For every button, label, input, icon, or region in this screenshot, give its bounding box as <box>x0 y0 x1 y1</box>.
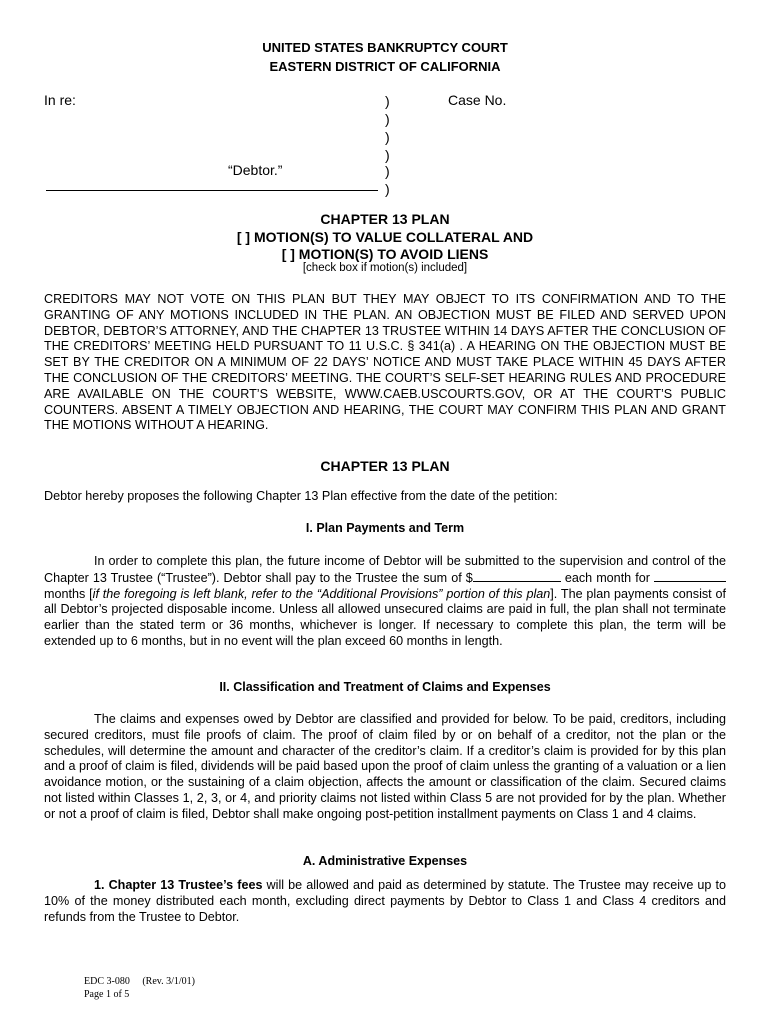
section-1-italic: if the foregoing is left blank, refer to the “Additional Provisions” portion of this plan <box>92 586 551 601</box>
caption-paren: ) <box>385 163 390 179</box>
in-re-label: In re: <box>44 92 76 108</box>
payment-amount-blank[interactable] <box>473 570 561 582</box>
section-1-text-d: ]. The plan payments consist of all Debtor’s projected disposable income. Unless all allowed unsecured claims are paid in full, the plan shall not terminate earlier than the stated term or 36 months, whichever is longer. If necessary to complete this plan, the term will be extended up to 6 months, but in no event will the plan exceed 60 months in length. <box>44 586 727 648</box>
intro-paragraph: Debtor hereby proposes the following Chapter 13 Plan effective from the date of the petition: <box>44 489 558 503</box>
page-footer <box>84 975 195 1001</box>
court-name: UNITED STATES BANKRUPTCY COURT <box>262 40 508 55</box>
months-blank[interactable] <box>654 570 726 582</box>
section-2-paragraph <box>44 712 726 823</box>
section-1-paragraph <box>44 554 726 650</box>
motion-value-collateral: [ ] MOTION(S) TO VALUE COLLATERAL AND <box>236 229 534 245</box>
page-number: Page 1 of 5 <box>84 989 130 1000</box>
form-number: EDC 3-080 (Rev. 3/1/01) <box>84 976 196 987</box>
section-1-text-b: each month for <box>560 570 654 585</box>
trustee-fees-lead: 1. Chapter 13 Trustee’s fees <box>94 878 263 892</box>
section-1-text-c: months [ <box>44 586 93 601</box>
case-caption <box>0 92 770 202</box>
debtor-label: “Debtor.” <box>228 162 283 178</box>
plan-title: CHAPTER 13 PLAN <box>320 211 450 227</box>
caption-paren: ) <box>385 111 390 127</box>
caption-signature-line <box>46 190 378 191</box>
case-number-label: Case No. <box>448 92 507 108</box>
caption-paren: ) <box>385 147 390 163</box>
section-a-heading: A. Administrative Expenses <box>302 854 468 868</box>
caption-paren: ) <box>385 181 390 197</box>
creditors-notice: CREDITORS MAY NOT VOTE ON THIS PLAN BUT THEY MAY OBJECT TO ITS CONFIRMATION AND TO THE GRANTING OF ANY MOTIONS INCLUDED IN THE PLAN. AN OBJECTION MUST BE FILED AND SERVED UPON DEBTOR, DEBTOR’S ATTORNEY, AND THE CHAPTER 13 TRUSTEE WITHIN 14 DAYS AFTER THE CONCLUSION OF THE CREDITORS’ MEETING HELD PURSUANT TO 11 U.S.C. § 341(a) . A HEARING ON THE OBJECTION MUST BE SET BY THE CREDITOR ON A MINIMUM OF 22 DAYS’ NOTICE AND MUST TAKE PLACE WITHIN 45 DAYS AFTER THE CONCLUSION OF THE CREDITORS’ MEETING. THE COURT’S SELF-SET HEARING RULES AND PROCEDURE ARE AVAILABLE ON THE COURT’S WEBSITE, WWW.CAEB.USCOURTS.GOV, OR AT THE COURT’S PUBLIC COUNTERS. ABSENT A TIMELY OBJECTION AND HEARING, THE COURT MAY CONFIRM THIS PLAN AND GRANT THE MOTIONS WITHOUT A HEARING. <box>44 292 726 433</box>
caption-paren: ) <box>385 129 390 145</box>
section-2-heading: II. Classification and Treatment of Claims and Expenses <box>219 680 551 694</box>
check-box-note: [check box if motion(s) included] <box>302 262 468 274</box>
motion-avoid-liens: [ ] MOTION(S) TO AVOID LIENS <box>281 246 489 262</box>
section-a-paragraph <box>44 878 726 925</box>
caption-paren: ) <box>385 93 390 109</box>
court-district: EASTERN DISTRICT OF CALIFORNIA <box>269 59 501 74</box>
section-1-heading: I. Plan Payments and Term <box>305 521 465 535</box>
section-2-text: The claims and expenses owed by Debtor are classified and provided for below. To be paid, creditors, including secured creditors, must file proofs of claim. The proof of claim filed by or on behalf of a creditor, not the plan or the schedules, will determine the amount and character of the creditor’s claim. If a creditor’s claim is provided for by this plan and a proof of claim is filed, dividends will be paid based upon the proof of claim unless the granting of a valuation or a lien avoidance motion, or the sustaining of a claim objection, affects the amount or classification of the claim. Secured claims not listed within Classes 1, 2, 3, or 4, and priority claims not listed within Class 5 are not provided for by the plan. Whether or not a proof of claim is filed, Debtor shall make ongoing post-petition installment payments on Class 1 and 4 claims. <box>44 712 726 821</box>
plan-heading: CHAPTER 13 PLAN <box>320 458 450 474</box>
section-1-text-a: In order to complete this plan, the future income of Debtor will be submitted to the supervision and control of the Chapter 13 Trustee (“Trustee”). Debtor shall pay to the Trustee the sum of $ <box>44 554 726 585</box>
section-a-text: will be allowed and paid as determined by statute. The Trustee may receive up to 10% of the money distributed each month, excluding direct payments by Debtor to Class 1 and Class 4 creditors and refunds from the Trustee to Debtor. <box>44 878 726 924</box>
